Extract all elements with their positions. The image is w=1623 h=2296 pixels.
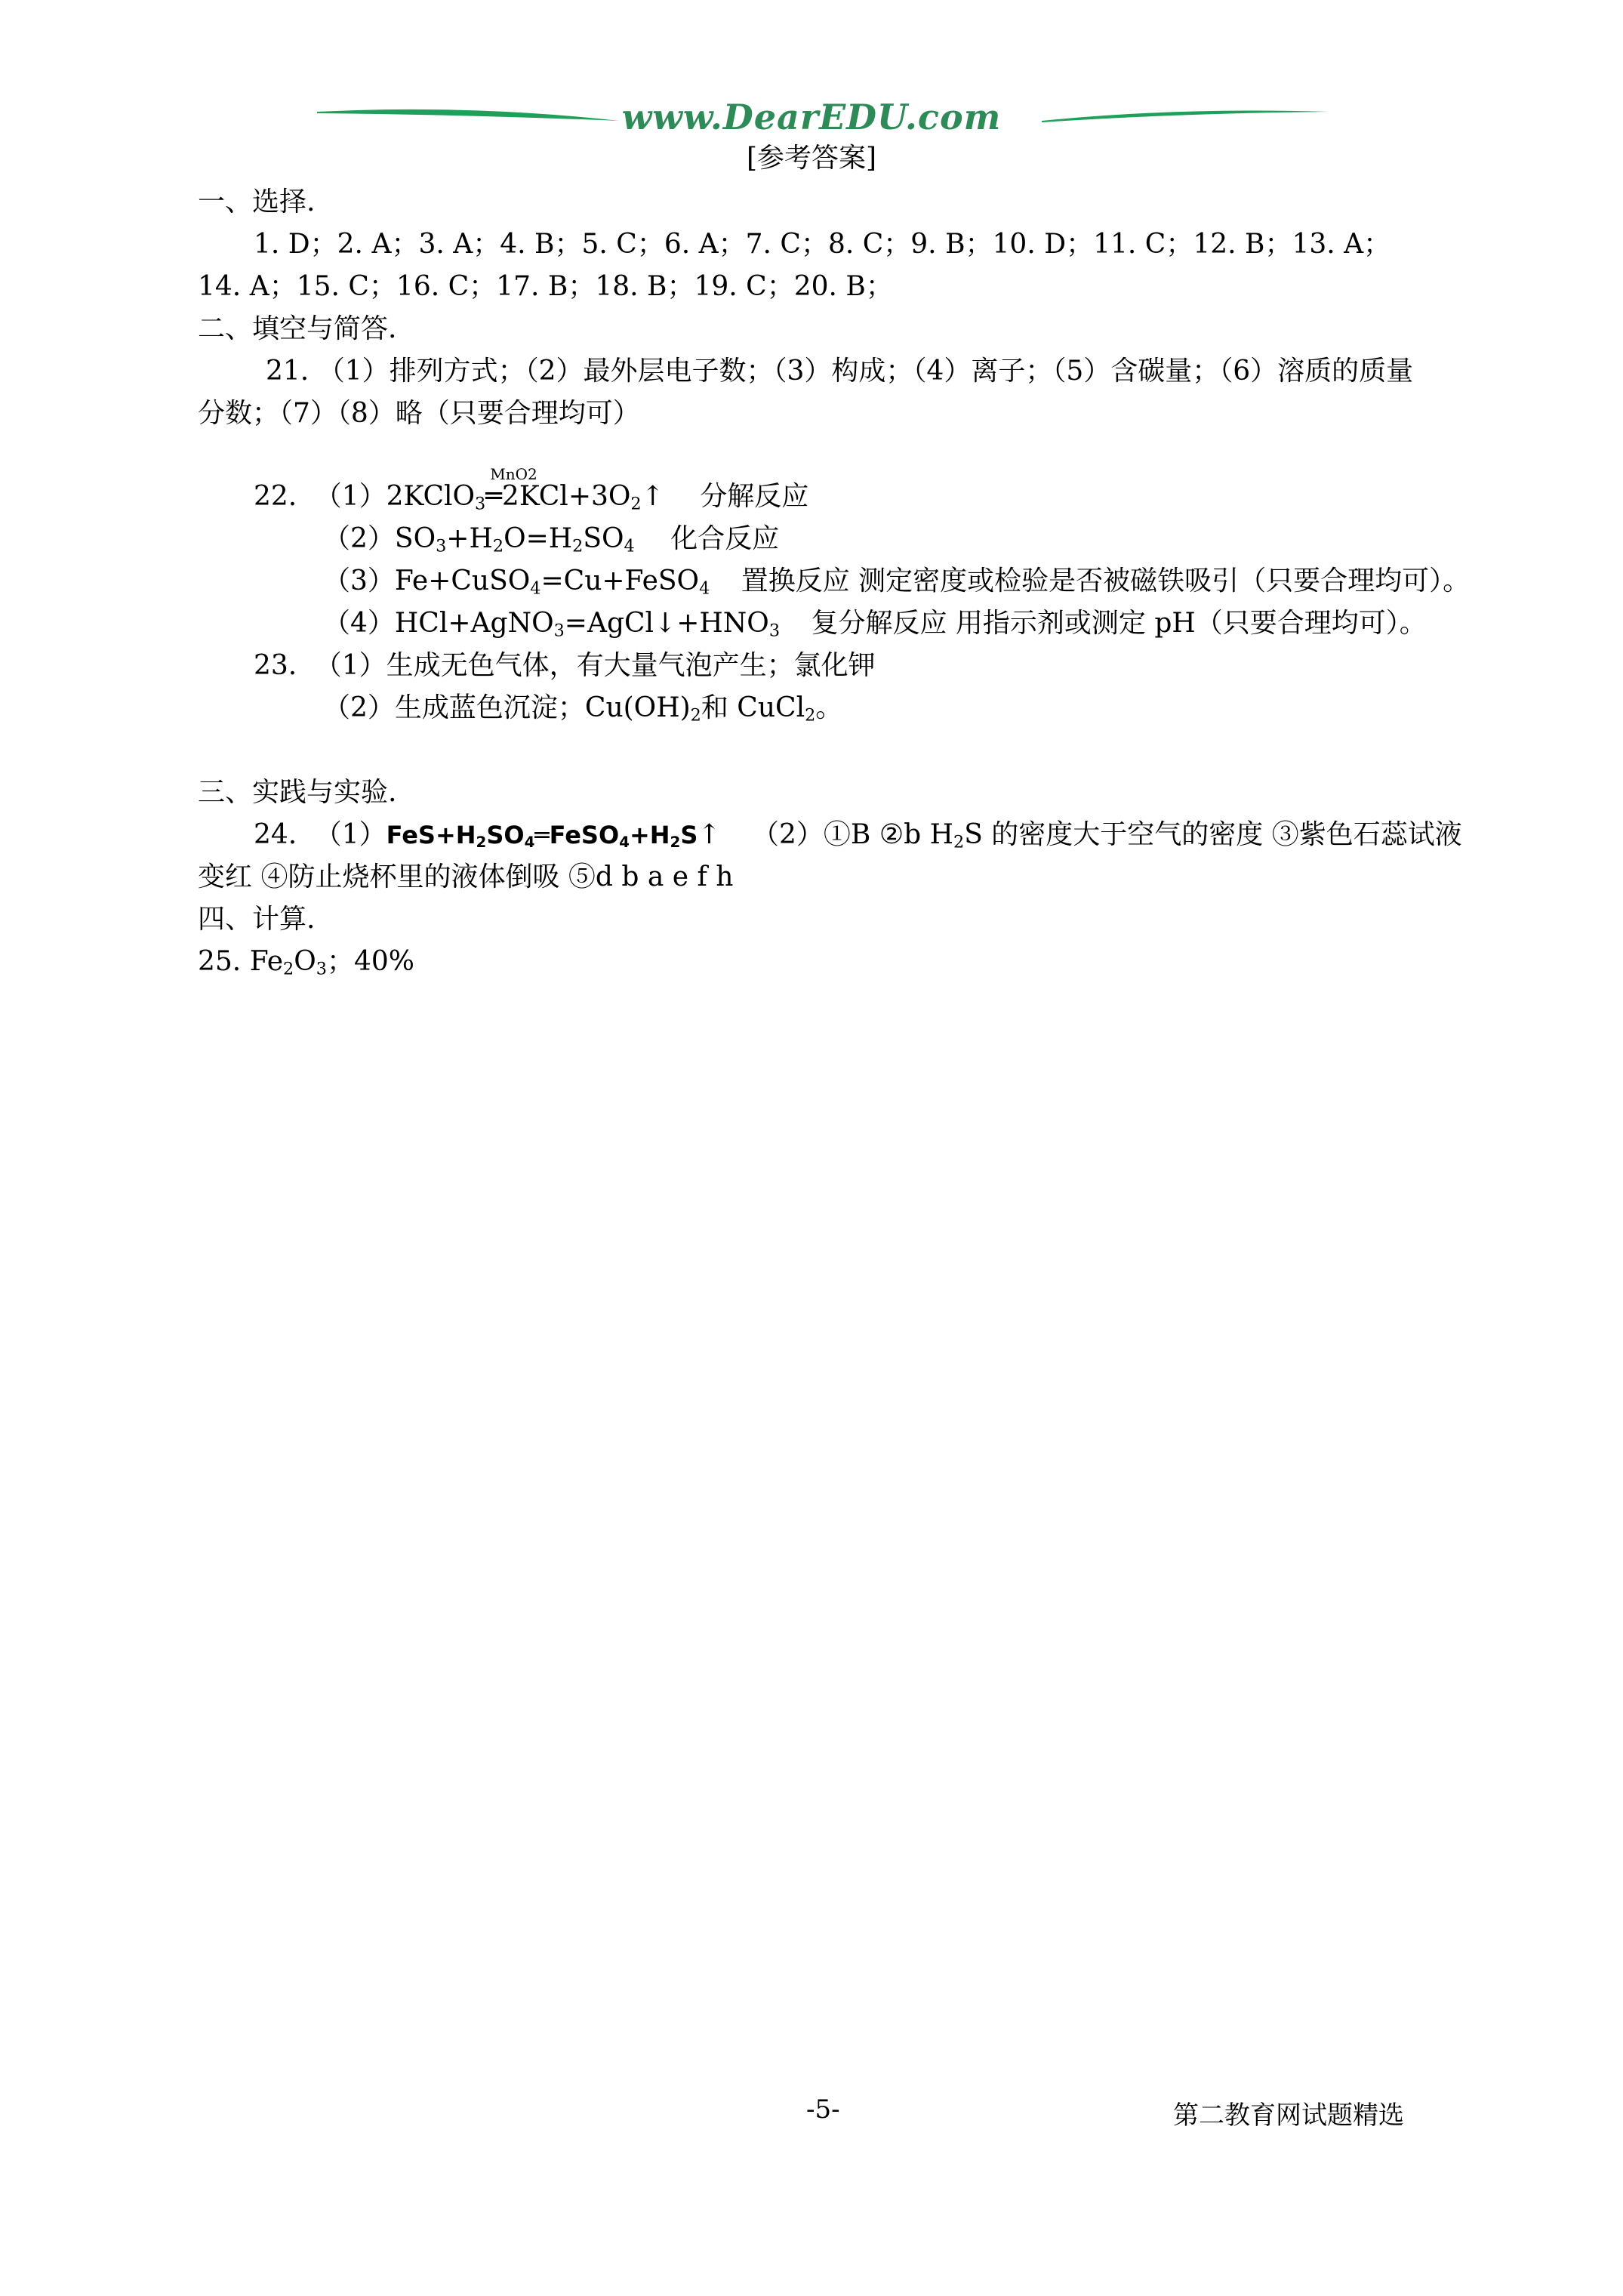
- gas-arrow-icon: ↑: [641, 481, 664, 512]
- q24-line-2: 变红 ④防止烧杯里的液体倒吸 ⑤d b a e f h: [198, 861, 734, 892]
- q22-part-3: （3）Fe+CuSO$_4$=Cu+FeSO$_4$ 置换反应 测定密度或检验是否被磁铁吸引（只要合理均可）。: [323, 566, 1471, 599]
- choice-answers-line-1: 1. D；2. A；3. A；4. B；5. C；6. A；7. C；8. C；9. B；10. D；11. C；12. B；13. A；: [254, 229, 1391, 260]
- q22-p1-reaction-type: 分解反应: [700, 481, 809, 512]
- footer-site-note: 第二教育网试题精选: [1173, 2100, 1404, 2131]
- q22-part-2: $(2)SO_3+H_2O=H_2SO_4$ 化合反应: [323, 523, 780, 556]
- q22-label: 22.: [254, 481, 297, 512]
- q22-p3-reaction-type: 置换反应 测定密度或检验是否被磁铁吸引（只要合理均可）。: [741, 566, 1471, 596]
- brand-logo-text: www.DearEDU.com: [621, 97, 1002, 137]
- right-swoosh-icon: [1042, 104, 1329, 127]
- q21-line-2: 分数；（7）（8）略（只要合理均可）: [198, 398, 640, 429]
- q24-line-1: 24. $(1)FeS+H_2SO_4═FeSO_4+H_2S↑$ （2）①B ②b $H_2S$ 的密度大于空气的密度 ③紫色石蕊试液: [254, 819, 1462, 852]
- q23-label: 23.: [254, 650, 297, 681]
- section-title-calc: 四、计算.: [198, 904, 316, 935]
- q25-answer: 25. $Fe_2O_3$；40%: [198, 946, 414, 979]
- q23-part-1: 23. （1）生成无色气体，有大量气泡产生；氯化钾: [254, 650, 876, 681]
- gas-arrow-icon: ↑: [698, 819, 721, 850]
- catalyst-equals-sign: MnO2 ═: [485, 465, 537, 512]
- choice-answers-line-2: 14. A；15. C；16. C；17. B；18. B；19. C；20. B；: [198, 271, 893, 302]
- q22-part-4: $(4)HCl+AgNO_3=AgCl↓+HNO_3$ 复分解反应 用指示剂或测定 pH（只要合理均可）。: [323, 608, 1427, 641]
- section-title-experiment: 三、实践与实验.: [198, 777, 397, 808]
- q23-part-2: （2）生成蓝色沉淀；$Cu(OH)_2$和 CuCl$_2$。: [323, 692, 843, 726]
- q22-p4-reaction-type: 复分解反应 用指示剂或测定 pH（只要合理均可）。: [811, 608, 1427, 639]
- q22-part-1: 22. （1）2KClO$_3$ MnO2 $═2KCl+3O_2↑$ 分解反应: [254, 476, 808, 525]
- section-title-fill: 二、填空与简答.: [198, 313, 397, 344]
- section-title-choice: 一、选择.: [198, 186, 316, 217]
- q21-line-1: 21. （1）排列方式；（2）最外层电子数；（3）构成；（4）离子；（5）含碳量；（6）溶质的质量: [266, 356, 1414, 387]
- q24-equation: $FeS+H_2SO_4═FeSO_4+H_2S$: [386, 821, 698, 851]
- q22-p2-reaction-type: 化合反应: [670, 523, 780, 554]
- q24-label: 24.: [254, 819, 297, 850]
- page-number: -5-: [806, 2094, 840, 2125]
- page-subtitle: [参考答案]: [746, 143, 877, 174]
